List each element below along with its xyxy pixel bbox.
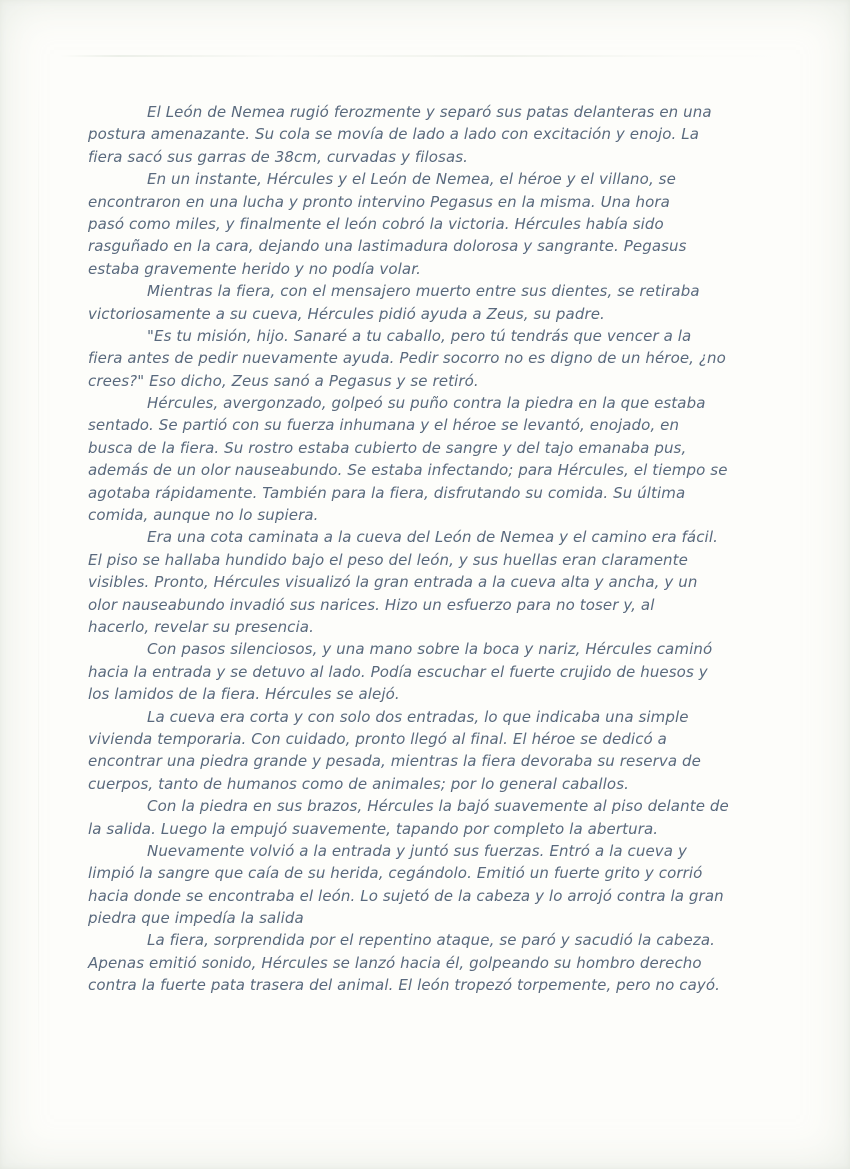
paragraph [88, 325, 778, 392]
text-line: los lamidos de la fiera. Hércules se alejó. [88, 685, 400, 704]
paragraph [88, 929, 778, 996]
text-line: Era una cota caminata a la cueva del León de Nemea y el camino era fácil. [147, 528, 718, 547]
scan-artifact-top-edge [60, 55, 790, 57]
text-line: visibles. Pronto, Hércules visualizó la gran entrada a la cueva alta y ancha, y un [88, 573, 698, 592]
text-line: la salida. Luego la empujó suavemente, tapando por completo la abertura. [88, 819, 659, 838]
paragraph [88, 706, 778, 796]
text-line: encontrar una piedra grande y pesada, mientras la fiera devoraba su reserva de [88, 752, 701, 771]
paragraph [88, 392, 778, 526]
paragraph [88, 795, 778, 840]
text-line: agotaba rápidamente. También para la fiera, disfrutando su comida. Su última [88, 483, 686, 502]
text-line: Con pasos silenciosos, y una mano sobre la boca y nariz, Hércules caminó [147, 640, 713, 659]
paragraph [88, 840, 778, 930]
text-line: olor nauseabundo invadió sus narices. Hizo un esfuerzo para no toser y, al [88, 595, 655, 614]
text-line: hacia la entrada y se detuvo al lado. Podía escuchar el fuerte crujido de huesos y [88, 662, 708, 681]
text-line: contra la fuerte pata trasera del animal. El león tropezó torpemente, pero no cayó. [88, 976, 721, 995]
text-line: sentado. Se partió con su fuerza inhumana y el héroe se levantó, enojado, en [88, 416, 680, 435]
text-line: Hércules, avergonzado, golpeó su puño contra la piedra en la que estaba [147, 394, 706, 413]
text-line: piedra que impedía la salida [88, 909, 304, 928]
text-line: estaba gravemente herido y no podía volar. [88, 259, 421, 278]
text-line: pasó como miles, y finalmente el león cobró la victoria. Hércules había sido [88, 214, 664, 233]
text-line: postura amenazante. Su cola se movía de lado a lado con excitación y enojo. La [88, 125, 700, 144]
text-line: Con la piedra en sus brazos, Hércules la bajó suavemente al piso delante de [147, 797, 729, 816]
scan-artifact-left-edge [38, 80, 39, 1080]
text-line: rasguñado en la cara, dejando una lastimadura dolorosa y sangrante. Pegasus [88, 237, 687, 256]
paragraph [88, 280, 778, 325]
text-line: Nuevamente volvió a la entrada y juntó sus fuerzas. Entró a la cueva y [147, 841, 687, 860]
text-line: Apenas emitió sonido, Hércules se lanzó hacia él, golpeando su hombro derecho [88, 953, 702, 972]
text-line: hacia donde se encontraba el león. Lo sujetó de la cabeza y lo arrojó contra la gran [88, 886, 724, 905]
paragraph [88, 638, 778, 705]
text-line: busca de la fiera. Su rostro estaba cubierto de sangre y del tajo emanaba pus, [88, 438, 687, 457]
text-line: El León de Nemea rugió ferozmente y separó sus patas delanteras en una [147, 103, 712, 121]
text-line: vivienda temporaria. Con cuidado, pronto llegó al final. El héroe se dedicó a [88, 729, 667, 748]
manuscript-text-block [88, 101, 778, 997]
text-line: En un instante, Hércules y el León de Nemea, el héroe y el villano, se [147, 170, 676, 189]
text-line: La cueva era corta y con solo dos entradas, lo que indicaba una simple [147, 707, 689, 726]
text-line: "Es tu misión, hijo. Sanaré a tu caballo, pero tú tendrás que vencer a la [147, 326, 692, 345]
text-line: La fiera, sorprendida por el repentino ataque, se paró y sacudió la cabeza. [147, 931, 715, 950]
text-line: hacerlo, revelar su presencia. [88, 617, 314, 636]
text-line: fiera sacó sus garras de 38cm, curvadas y filosas. [88, 147, 469, 166]
text-line: crees?" Eso dicho, Zeus sanó a Pegasus y se retiró. [88, 371, 479, 390]
paragraph [88, 526, 778, 638]
text-line: Mientras la fiera, con el mensajero muerto entre sus dientes, se retiraba [147, 282, 700, 301]
text-line: victoriosamente a su cueva, Hércules pidió ayuda a Zeus, su padre. [88, 304, 605, 323]
text-line: El piso se hallaba hundido bajo el peso del león, y sus huellas eran claramente [88, 550, 688, 569]
text-line: además de un olor nauseabundo. Se estaba infectando; para Hércules, el tiempo se [88, 461, 728, 480]
text-line: fiera antes de pedir nuevamente ayuda. Pedir socorro no es digno de un héroe, ¿no [88, 349, 726, 368]
paragraph [88, 168, 778, 280]
text-line: limpió la sangre que caía de su herida, cegándolo. Emitió un fuerte grito y corrió [88, 864, 703, 883]
text-line: encontraron en una lucha y pronto intervino Pegasus en la misma. Una hora [88, 192, 670, 211]
paragraph [88, 101, 778, 168]
text-line: comida, aunque no lo supiera. [88, 506, 319, 525]
text-line: cuerpos, tanto de humanos como de animales; por lo general caballos. [88, 774, 629, 793]
